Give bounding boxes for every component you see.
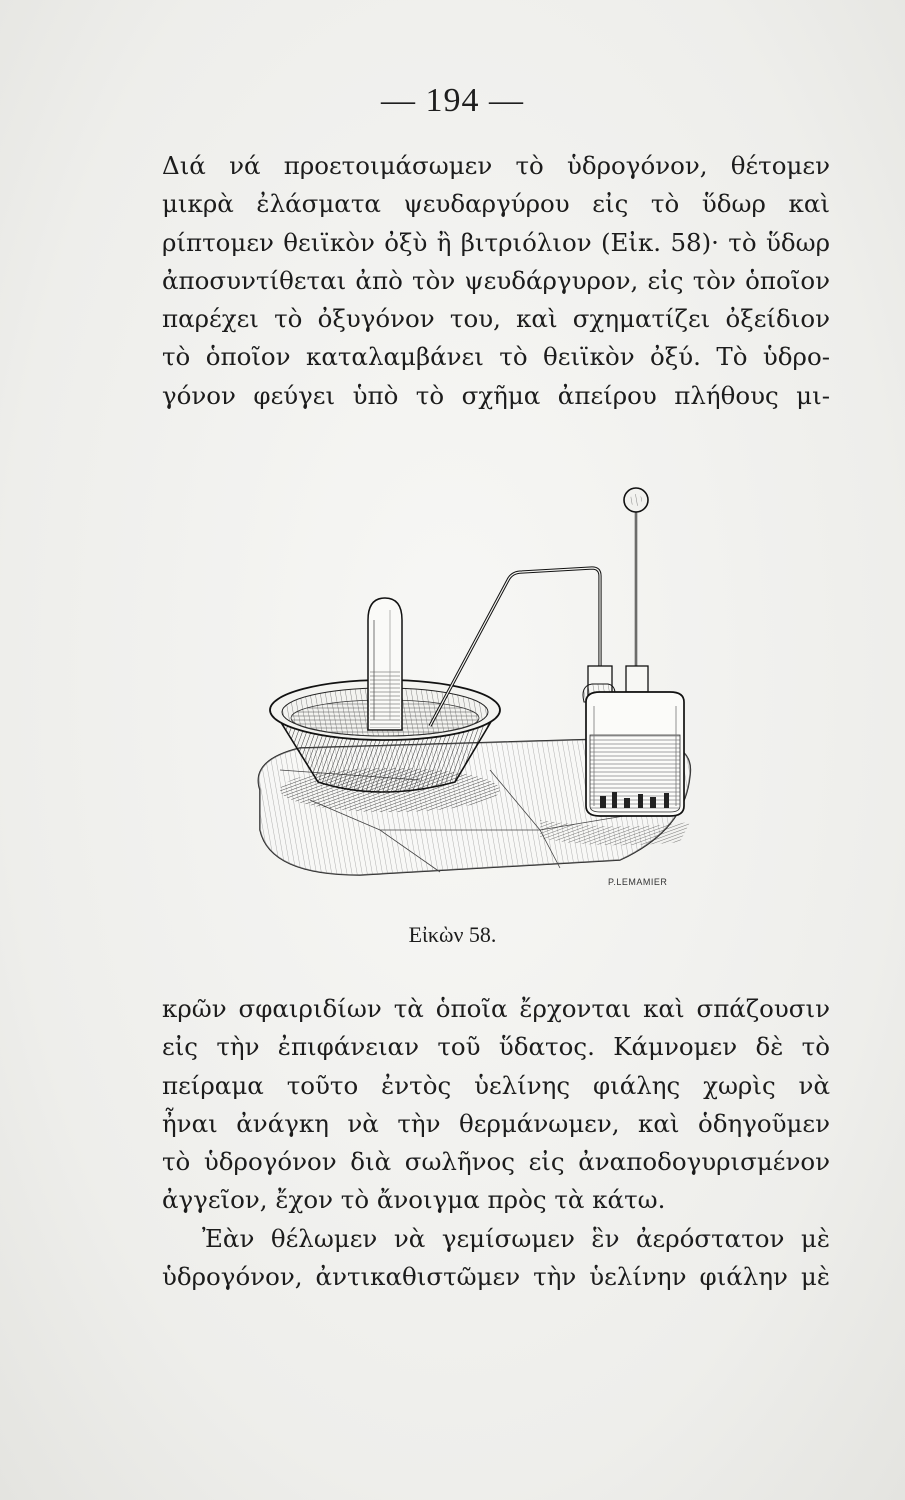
text-line: γόνον φεύγει ὑπὸ τὸ σχῆμα ἀπείρου πλήθους μι- — [162, 380, 830, 410]
text-line: παρέχει τὸ ὀξυγόνον του, καὶ σχηματίζει ὀξείδιον — [162, 304, 830, 334]
text-line: κρῶν σφαιριδίων τὰ ὁποῖα ἔρχονται καὶ σπάζουσιν — [162, 994, 830, 1023]
generating-bottle — [583, 666, 684, 816]
figure-caption: Εἰκὼν 58. — [408, 922, 497, 947]
text-line: Διά νά προετοιμάσωμεν τὸ ὑδρογόνον, θέτομεν — [162, 151, 830, 180]
collecting-jar — [368, 598, 402, 730]
bottom-paragraph — [162, 990, 830, 1296]
text-line: ρίπτομεν θειϊκὸν ὀξὺ ἢ βιτριόλιον (Εἰκ. 58)· τὸ ὕδωρ — [162, 227, 830, 257]
hydrogen-apparatus-illustration — [240, 470, 700, 890]
text-line: πείραμα τοῦτο ἐντὸς ὑελίνης φιάλης χωρὶς νὰ — [162, 1070, 830, 1100]
text-line: Ἐὰν θέλωμεν νὰ γεμίσωμεν ἓν ἀερόστατον μὲ — [202, 1223, 830, 1253]
text-line: ὑδρογόνον, ἀντικαθιστῶμεν τὴν ὑελίνην φιάλην μὲ — [162, 1262, 830, 1292]
text-line: ἀποσυντίθεται ἀπὸ τὸν ψευδάργυρον, εἰς τὸν ὁποῖον — [162, 265, 830, 295]
text-line: μικρὰ ἐλάσματα ψευδαργύρου εἰς τὸ ὕδωρ καὶ — [162, 189, 830, 219]
text-line: τὸ ὁποῖον καταλαμβάνει τὸ θειϊκὸν ὀξύ. Τὸ ὑδρο- — [162, 342, 830, 372]
page-number: — 194 — — [381, 82, 524, 119]
text-line: εἰς τὴν ἐπιφάνειαν τοῦ ὕδατος. Κάμνομεν δὲ τὸ — [162, 1032, 830, 1062]
text-line: τὸ ὑδρογόνον διὰ σωλῆνος εἰς ἀναποδογυρισμένον — [162, 1147, 830, 1177]
text-line: ἀγγεῖον, ἔχον τὸ ἄνοιγμα πρὸς τὰ κάτω. — [162, 1185, 666, 1215]
engraver-signature: P.LEMAMIER — [608, 877, 668, 887]
text-line: ἦναι ἀνάγκη νὰ τὴν θερμάνωμεν, καὶ ὁδηγοῦμεν — [162, 1108, 830, 1138]
top-paragraph — [162, 147, 830, 415]
